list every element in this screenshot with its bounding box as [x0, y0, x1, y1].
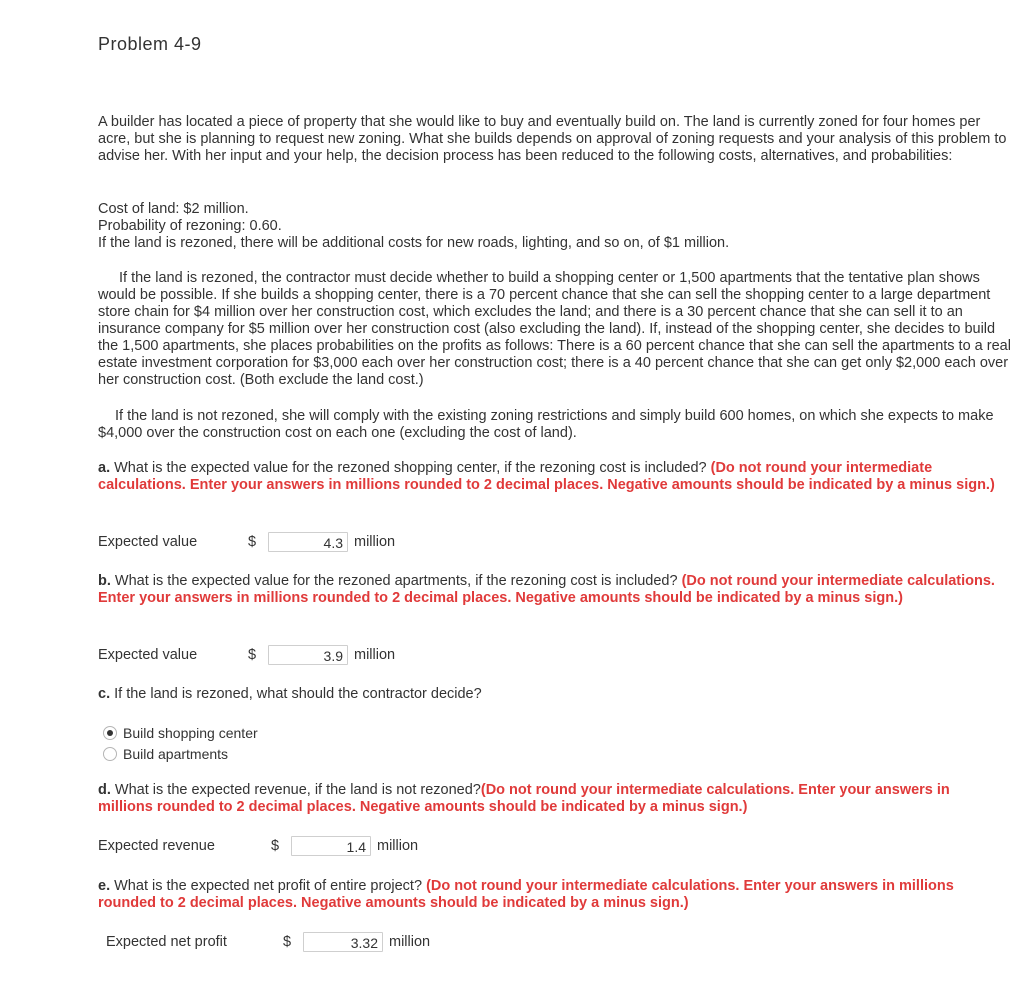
- question-c-text: If the land is rezoned, what should the contractor decide?: [114, 686, 482, 702]
- question-d: [98, 782, 1003, 816]
- answer-e-input[interactable]: 3.32: [303, 932, 383, 952]
- question-a-text: What is the expected value for the rezoned shopping center, if the rezoning cost is included?: [114, 460, 707, 476]
- fact-cost-of-land: Cost of land: $2 million.: [98, 201, 249, 217]
- question-c-prefix: c.: [98, 686, 111, 702]
- option-build-shopping-center[interactable]: [103, 722, 258, 743]
- answer-b-input[interactable]: 3.9: [268, 645, 348, 665]
- answer-d-unit: million: [377, 838, 419, 854]
- option-label: Build shopping center: [123, 724, 258, 741]
- question-d-prefix: d.: [98, 782, 111, 798]
- answer-b-row: [98, 643, 395, 667]
- question-e-text: What is the expected net profit of entire project?: [114, 878, 423, 894]
- answer-a-currency: $: [248, 534, 257, 550]
- question-e-instruction: (Do not round your intermediate calculations. Enter your answers in millions rounded to 2 decimal places. Negative amounts should be indicated by a minus sign.): [98, 878, 954, 911]
- question-d-text: What is the expected revenue, if the land is not rezoned?: [114, 782, 481, 798]
- answer-a-unit: million: [354, 534, 396, 550]
- answer-d-currency: $: [271, 838, 280, 854]
- answer-a-input[interactable]: 4.3: [268, 532, 348, 552]
- fact-additional-costs: If the land is rezoned, there will be additional costs for new roads, lighting, and so on, of $1 million.: [98, 235, 730, 251]
- question-d-instruction: (Do not round your intermediate calculations. Enter your answers in millions rounded to 2 decimal places. Negative amounts should be indicated by a minus sign.): [98, 782, 950, 815]
- question-b: [98, 573, 1003, 607]
- facts-block: [98, 201, 1008, 252]
- question-a-instruction: (Do not round your intermediate calculations. Enter your answers in millions rounded to 2 decimal places. Negative amounts should be indicated by a minus sign.): [98, 460, 995, 493]
- answer-d-input[interactable]: 1.4: [291, 836, 371, 856]
- question-e-prefix: e.: [98, 878, 111, 894]
- answer-d-row: [98, 834, 418, 858]
- question-b-instruction: (Do not round your intermediate calculations. Enter your answers in millions rounded to 2 decimal places. Negative amounts should be indicated by a minus sign.): [98, 573, 995, 606]
- question-a-prefix: a.: [98, 460, 111, 476]
- question-e: [98, 878, 1003, 912]
- question-c-options: [103, 722, 258, 764]
- page-title: Problem 4-9: [98, 34, 202, 54]
- radio-empty-icon[interactable]: [103, 747, 117, 761]
- question-b-text: What is the expected value for the rezoned apartments, if the rezoning cost is included?: [114, 573, 678, 589]
- answer-e-currency: $: [283, 934, 292, 950]
- answer-a-row: [98, 530, 395, 554]
- answer-e-label: Expected net profit: [106, 934, 227, 950]
- radio-selected-icon[interactable]: [103, 726, 117, 740]
- question-c: [98, 686, 1008, 703]
- option-label: Build apartments: [123, 745, 229, 762]
- not-rezoned-paragraph: If the land is not rezoned, she will comply with the existing zoning restrictions and simply build 600 homes, on which she expects to make $4,000 over the construction cost on each one (excluding the cost of land).: [98, 408, 994, 441]
- answer-b-unit: million: [354, 647, 396, 663]
- answer-b-currency: $: [248, 647, 257, 663]
- answer-d-label: Expected revenue: [98, 838, 215, 854]
- answer-e-row: [106, 930, 430, 954]
- option-build-apartments[interactable]: [103, 743, 258, 764]
- fact-probability: Probability of rezoning: 0.60.: [98, 218, 282, 234]
- answer-b-label: Expected value: [98, 647, 198, 663]
- answer-a-label: Expected value: [98, 534, 198, 550]
- question-a: [98, 460, 1003, 494]
- question-b-prefix: b.: [98, 573, 111, 589]
- answer-e-unit: million: [389, 934, 431, 950]
- intro-paragraph: A builder has located a piece of property that she would like to buy and eventually build on. The land is currently zoned for four homes per acre, but she is planning to request new zoning. What she builds depends on approval of zoning requests and your analysis of this problem to advise her. With her input and your help, the decision process has been reduced to the following costs, alternatives, and probabilities:: [98, 114, 1007, 164]
- rezoned-paragraph: If the land is rezoned, the contractor must decide whether to build a shopping center or 1,500 apartments that the tentative plan shows would be possible. If she builds a shopping center, there is a 70 percent chance that she can sell the shopping center to a large department store chain for $4 million over her construction cost, which excludes the land; and there is a 30 percent chance that she can sell it to an insurance company for $5 million over her construction cost (also excluding the land). If, instead of the shopping center, she decides to build the 1,500 apartments, she places probabilities on the profits as follows: There is a 60 percent chance that she can sell the apartments to a real estate investment corporation for $3,000 each over her construction cost; there is a 40 percent chance that she can get only $2,000 each over her construction cost. (Both exclude the land cost.): [98, 270, 1011, 388]
